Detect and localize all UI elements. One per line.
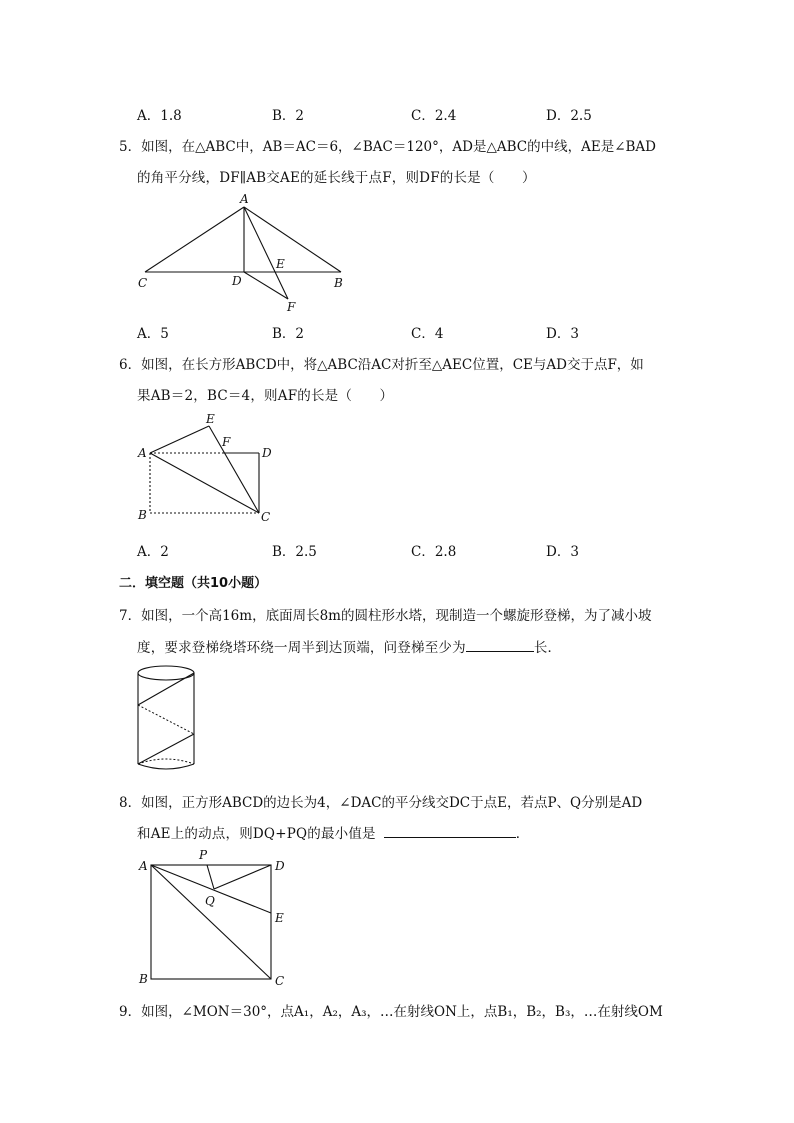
q8-diagonal-ac bbox=[151, 865, 271, 979]
q5-label-b: B bbox=[334, 276, 343, 290]
q6-label-a: A bbox=[138, 446, 147, 460]
q7-text-line2a: 度，要求登梯绕塔环绕一周半到达顶端，问登梯至少为 bbox=[137, 640, 466, 656]
q5-label-a: A bbox=[240, 192, 249, 206]
q5-option-a: A．5 bbox=[137, 326, 169, 342]
q4-option-d: D．2.5 bbox=[546, 108, 592, 124]
q5-label-c: C bbox=[138, 276, 148, 290]
q6-label-c: C bbox=[261, 510, 271, 524]
q8-label-q: Q bbox=[205, 894, 215, 908]
q8-label-d: D bbox=[275, 859, 285, 873]
q8-label-p: P bbox=[199, 848, 208, 862]
q6-option-b: B．2.5 bbox=[272, 544, 317, 560]
q7-text-line2b: 长． bbox=[533, 640, 562, 656]
q6-label-f: F bbox=[222, 435, 231, 449]
q8-label-c: C bbox=[275, 974, 285, 988]
q4-option-c: C．2.4 bbox=[411, 108, 457, 124]
q6-option-a: A．2 bbox=[137, 544, 169, 560]
q6-label-b: B bbox=[138, 508, 147, 522]
q8-label-a: A bbox=[139, 859, 148, 873]
q5-option-d: D．3 bbox=[546, 326, 579, 342]
q6-text-line1: 6．如图，在长方形ABCD中，将△ABC沿AC对折至△AEC位置，CE与AD交于点F，如 bbox=[119, 357, 644, 373]
q6-option-c: C．2.8 bbox=[411, 544, 457, 560]
q4-option-a: A．1.8 bbox=[137, 108, 182, 124]
q5-label-f: F bbox=[287, 300, 296, 314]
q5-option-b: B．2 bbox=[272, 326, 305, 342]
q8-line-pq bbox=[207, 865, 214, 889]
q6-option-d: D．3 bbox=[546, 544, 579, 560]
q9-text-line1: 9．如图，∠MON＝30°，点A₁，A₂，A₃，…在射线ON上，点B₁，B₂，B₃，…在射线OM bbox=[119, 1004, 663, 1020]
q8-line-qd bbox=[214, 865, 271, 889]
q8-label-b: B bbox=[139, 972, 148, 986]
q5-text-line1: 5．如图，在△ABC中，AB＝AC＝6，∠BAC＝120°，AD是△ABC的中线，AE是∠BAD bbox=[119, 139, 657, 155]
q6-label-e: E bbox=[206, 412, 215, 426]
q5-label-d: D bbox=[232, 274, 242, 288]
section-title: 二．填空题（共10小题） bbox=[119, 576, 268, 591]
q5-option-c: C．4 bbox=[411, 326, 444, 342]
q6-text-line2: 果AB＝2，BC＝4，则AF的长是（ ） bbox=[137, 388, 394, 404]
q5-text-line2: 的角平分线，DF∥AB交AE的延长线于点F，则DF的长是（ ） bbox=[137, 170, 536, 186]
q7-text-line1: 7．如图，一个高16m，底面周长8m的圆柱形水塔，现制造一个螺旋形登梯，为了减小坡 bbox=[119, 608, 652, 624]
q8-text-line1: 8．如图，正方形ABCD的边长为4，∠DAC的平分线交DC于点E，若点P、Q分别是AD bbox=[119, 795, 643, 811]
q8-label-e: E bbox=[275, 911, 284, 925]
q4-option-b: B．2 bbox=[272, 108, 305, 124]
q8-text-line2a: 和AE上的动点，则DQ+PQ的最小值是 bbox=[137, 826, 376, 842]
q5-label-e: E bbox=[276, 257, 285, 271]
q6-label-d: D bbox=[262, 446, 272, 460]
q8-text-line2b: ． bbox=[515, 826, 530, 842]
